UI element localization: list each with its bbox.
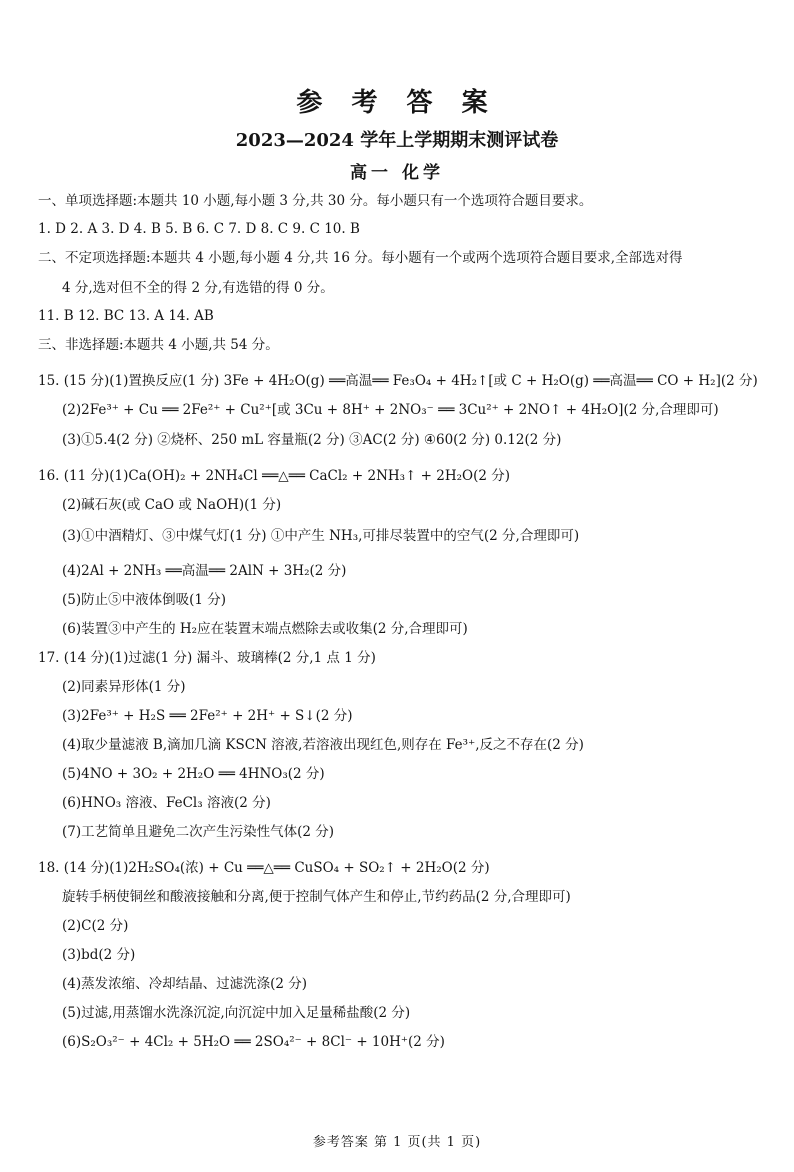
- q16-line-3: (3)①中酒精灯、③中煤气灯(1 分) ①中产生 NH₃,可排尽装置中的空气(2 分,合理即可): [62, 528, 580, 544]
- page-footer: 参考答案 第 1 页(共 1 页): [312, 1135, 482, 1150]
- q18-line-4: (3)bd(2 分): [62, 947, 136, 963]
- q16-line-2: (2)碱石灰(或 CaO 或 NaOH)(1 分): [62, 497, 282, 513]
- q17-line-4: (4)取少量滤液 B,滴加几滴 KSCN 溶液,若溶液出现红色,则存在 Fe³⁺,反之不存在(2 分): [62, 737, 584, 753]
- q16-line-5: (5)防止⑤中液体倒吸(1 分): [62, 592, 227, 608]
- q15-line-3: (3)①5.4(2 分) ②烧杯、250 mL 容量瓶(2 分) ③AC(2 分) ④60(2 分) 0.12(2 分): [62, 432, 562, 448]
- q16-line-6: (6)装置③中产生的 H₂应在装置末端点燃除去或收集(2 分,合理即可): [62, 621, 468, 637]
- section-2-heading: 二、不定项选择题:本题共 4 小题,每小题 4 分,共 16 分。每小题有一个或两个选项符合题目要求,全部选对得: [38, 250, 683, 266]
- q17-line-3: (3)2Fe³⁺ + H₂S ══ 2Fe²⁺ + 2H⁺ + S↓(2 分): [62, 708, 353, 724]
- q18-line-2: 旋转手柄使铜丝和酸液接触和分离,便于控制气体产生和停止,节约药品(2 分,合理即可): [62, 889, 571, 905]
- q17-line-7: (7)工艺简单且避免二次产生污染性气体(2 分): [62, 824, 335, 840]
- q16-line-4: (4)2Al + 2NH₃ ══高温══ 2AlN + 3H₂(2 分): [62, 563, 347, 579]
- q16-line-1: 16. (11 分)(1)Ca(OH)₂ + 2NH₄Cl ══△══ CaCl₂ + 2NH₃↑ + 2H₂O(2 分): [38, 468, 511, 484]
- answers-11-14: 11. B 12. BC 13. A 14. AB: [38, 308, 214, 324]
- exam-subtitle: 2023—2024 学年上学期期末测评试卷: [235, 130, 559, 151]
- q18-line-7: (6)S₂O₃²⁻ + 4Cl₂ + 5H₂O ══ 2SO₄²⁻ + 8Cl⁻ + 10H⁺(2 分): [62, 1034, 445, 1050]
- section-1-heading: 一、单项选择题:本题共 10 小题,每小题 3 分,共 30 分。每小题只有一个选项符合题目要求。: [38, 193, 593, 209]
- q15-line-1: 15. (15 分)(1)置换反应(1 分) 3Fe + 4H₂O(g) ══高温══ Fe₃O₄ + 4H₂↑[或 C + H₂O(g) ══高温══ CO + H₂](2 分): [38, 373, 758, 389]
- q17-line-6: (6)HNO₃ 溶液、FeCl₃ 溶液(2 分): [62, 795, 271, 811]
- q17-line-5: (5)4NO + 3O₂ + 2H₂O ══ 4HNO₃(2 分): [62, 766, 325, 782]
- course-title: 高一 化学: [350, 163, 444, 183]
- section-3-heading: 三、非选择题:本题共 4 小题,共 54 分。: [38, 337, 279, 353]
- q18-line-3: (2)C(2 分): [62, 918, 129, 934]
- q18-line-5: (4)蒸发浓缩、冷却结晶、过滤洗涤(2 分): [62, 976, 308, 992]
- page-title: 参 考 答 案: [296, 88, 498, 118]
- q18-line-1: 18. (14 分)(1)2H₂SO₄(浓) + Cu ══△══ CuSO₄ + SO₂↑ + 2H₂O(2 分): [38, 860, 490, 876]
- q15-line-2: (2)2Fe³⁺ + Cu ══ 2Fe²⁺ + Cu²⁺[或 3Cu + 8H⁺ + 2NO₃⁻ ══ 3Cu²⁺ + 2NO↑ + 4H₂O](2 分,合理即可): [62, 402, 719, 418]
- q18-line-6: (5)过滤,用蒸馏水洗涤沉淀,向沉淀中加入足量稀盐酸(2 分): [62, 1005, 411, 1021]
- section-2-heading-cont: 4 分,选对但不全的得 2 分,有选错的得 0 分。: [62, 280, 334, 296]
- q17-line-2: (2)同素异形体(1 分): [62, 679, 186, 695]
- q17-line-1: 17. (14 分)(1)过滤(1 分) 漏斗、玻璃棒(2 分,1 点 1 分): [38, 650, 376, 666]
- answers-1-10: 1. D 2. A 3. D 4. B 5. B 6. C 7. D 8. C 9. C 10. B: [38, 221, 360, 237]
